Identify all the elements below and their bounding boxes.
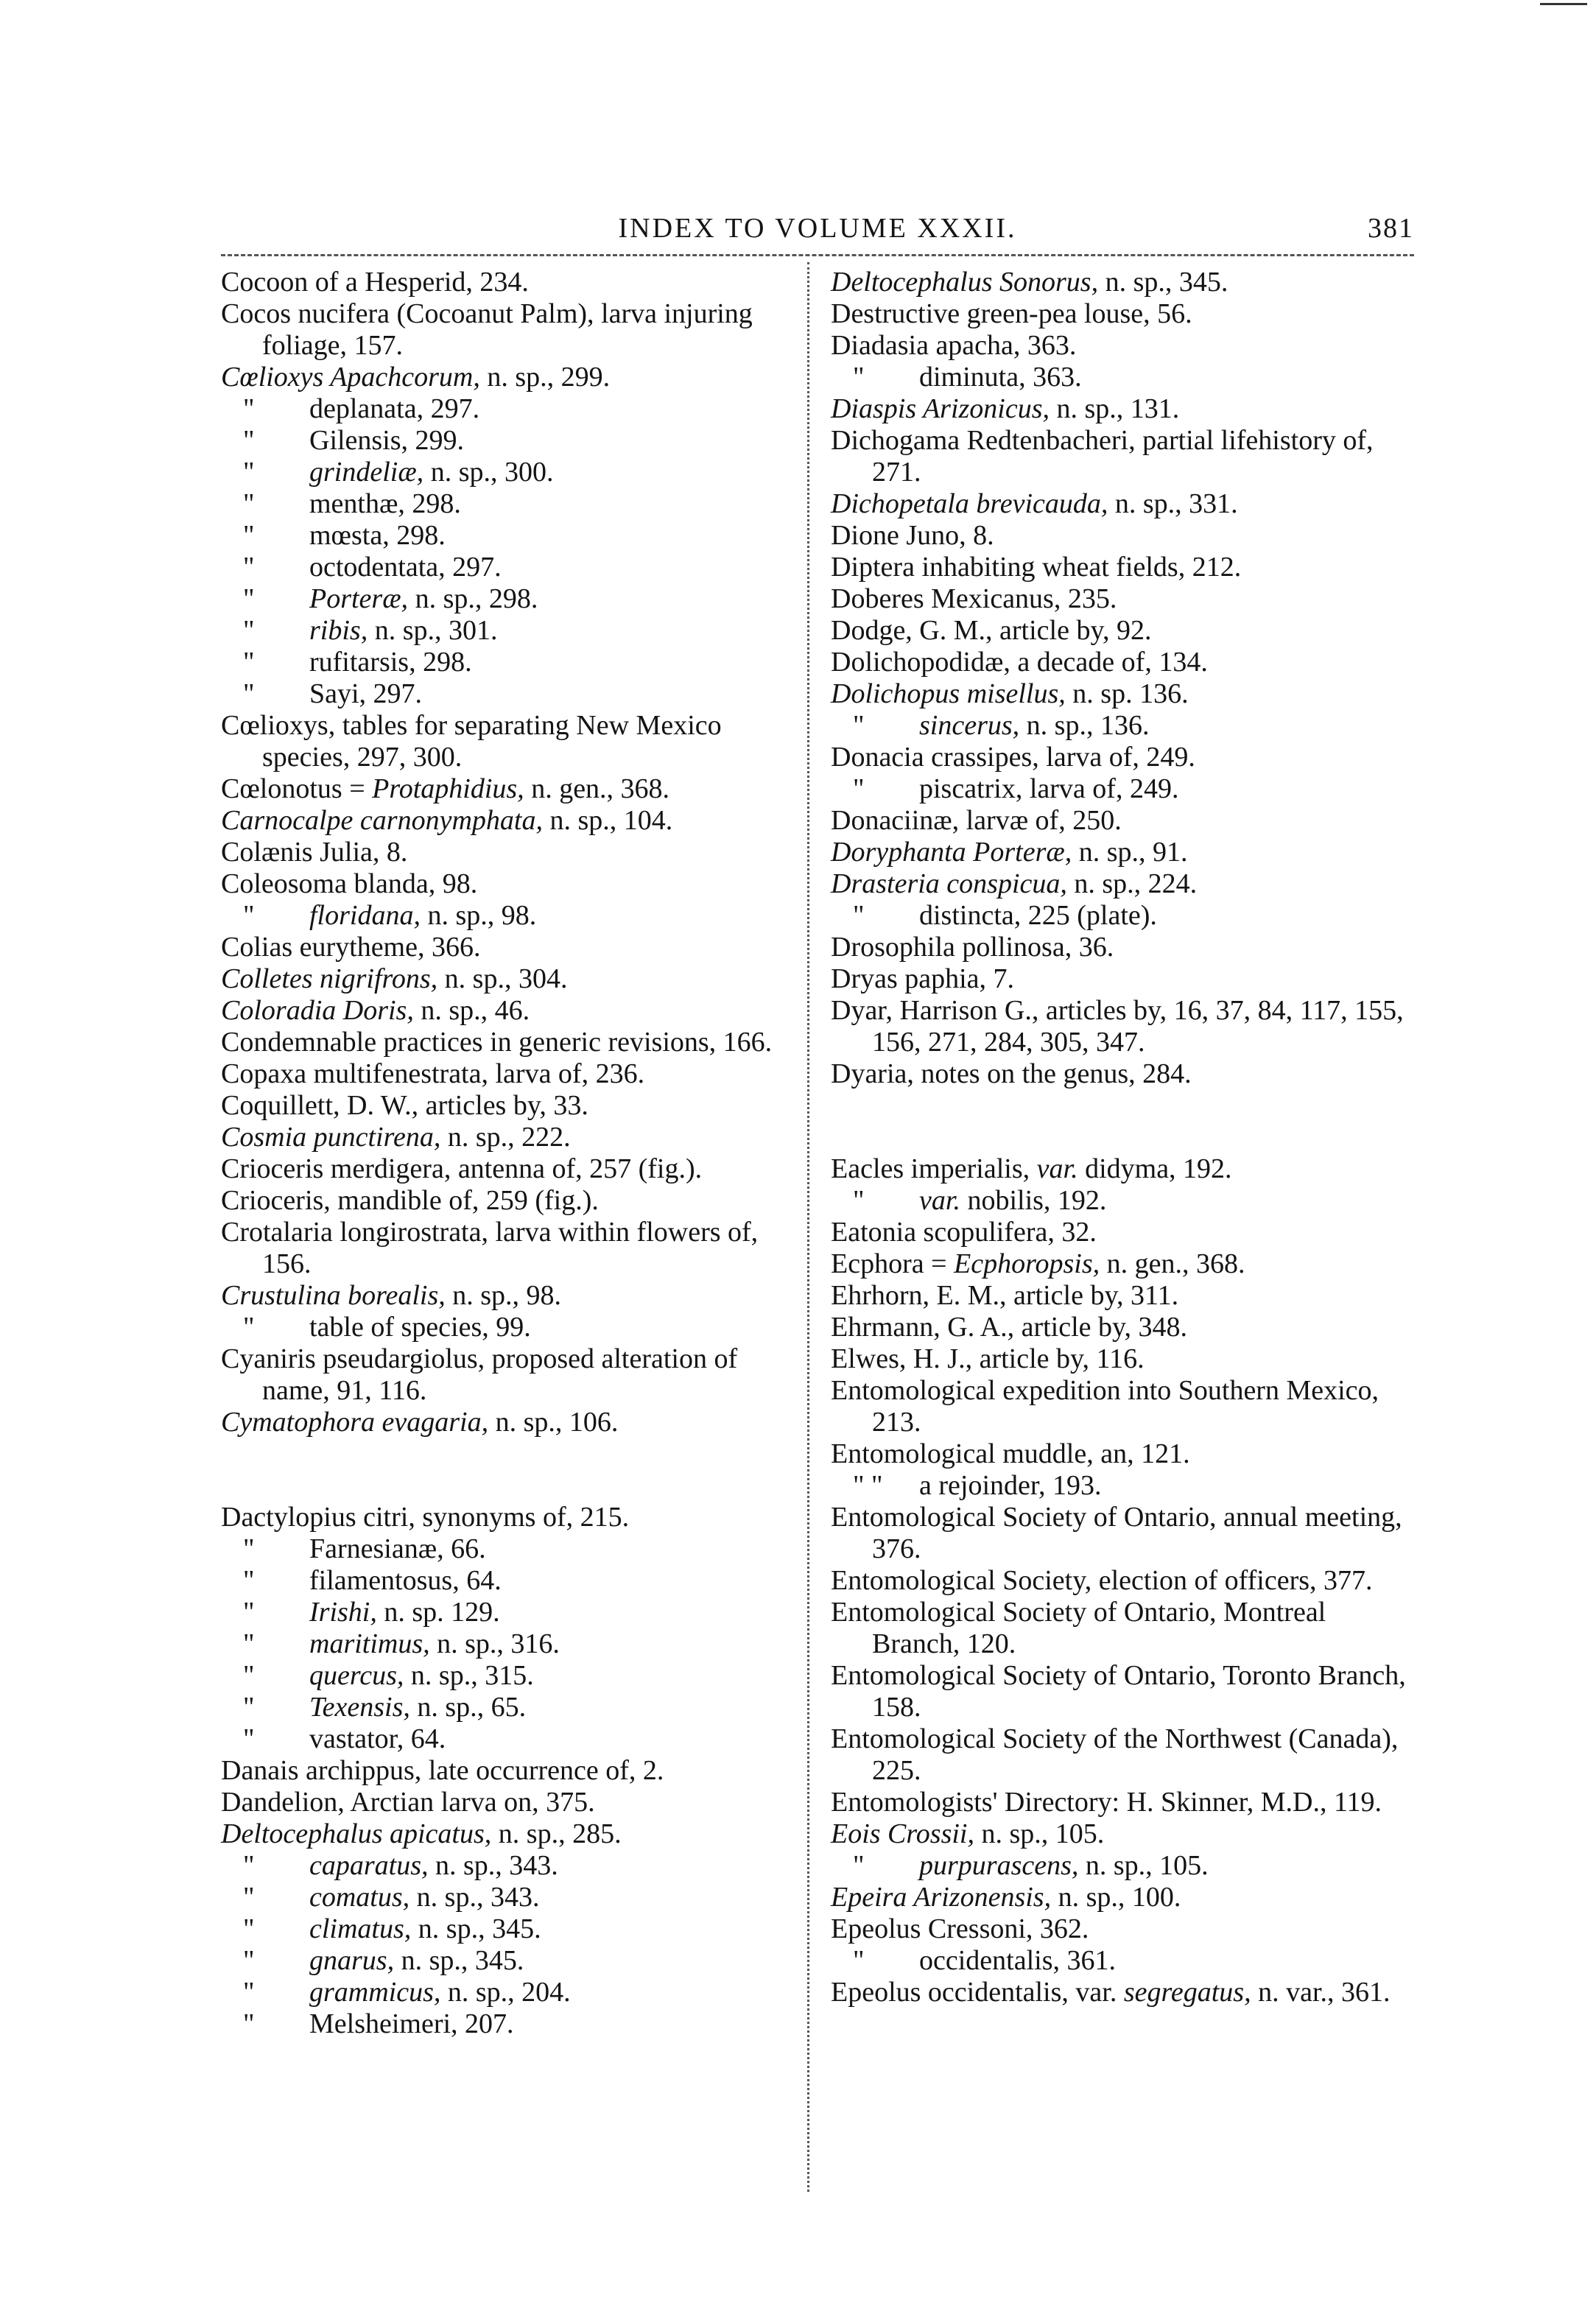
index-subentry [221, 1945, 803, 1977]
index-subentry [221, 1723, 803, 1755]
entry-text: Colænis Julia, 8. [221, 837, 408, 868]
italic-name: Porteræ, [309, 583, 409, 614]
index-entry [831, 1565, 1413, 1597]
index-subentry [221, 1312, 803, 1343]
index-entry [221, 1343, 803, 1407]
index-subentry [221, 393, 803, 425]
index-entry [831, 615, 1413, 647]
ditto-mark: " [243, 1850, 255, 1881]
italic-name: grammicus, [309, 1977, 441, 2008]
entry-text: n. sp., 105. [1078, 1850, 1209, 1881]
index-entry [831, 1375, 1413, 1438]
entry-text: n. gen., 368. [1100, 1248, 1245, 1279]
index-entry [831, 520, 1413, 552]
index-subentry [831, 773, 1413, 805]
entry-text: deplanata, 297. [309, 393, 480, 424]
index-entry [221, 805, 803, 837]
index-entry [831, 678, 1413, 710]
index-subentry [221, 2008, 803, 2040]
italic-name: Diaspis Arizonicus, [831, 393, 1050, 424]
entry-text: octodentata, 297. [309, 552, 502, 583]
italic-name: gnarus, [309, 1945, 395, 1976]
index-entry [831, 742, 1413, 773]
italic-name: Ecphoropsis, [954, 1248, 1100, 1279]
entry-text: Entomological Society of Ontario, Toronto Branch, 158. [831, 1660, 1406, 1723]
index-entry [831, 1597, 1413, 1660]
entry-text: n. sp., 343. [409, 1882, 540, 1913]
column-divider [807, 262, 809, 2192]
letter-section-gap [831, 1090, 1413, 1153]
italic-name: Colletes nigrifrons, [221, 963, 438, 994]
ditto-mark: " [243, 552, 255, 583]
ditto-mark: " [243, 393, 255, 424]
entry-text: n. var., 361. [1251, 1977, 1391, 2008]
entry-text: Cyaniris pseudargiolus, proposed alteration of name, 91, 116. [221, 1343, 738, 1406]
index-subentry [221, 615, 803, 647]
entry-text: n. sp., 299. [479, 362, 611, 393]
index-entry [831, 393, 1413, 425]
entry-text: Colias eurytheme, 366. [221, 932, 481, 963]
index-entry [831, 1660, 1413, 1723]
italic-name: Carnocalpe carnonymphata, [221, 805, 543, 836]
italic-name: Deltocephalus apicatus, [221, 1818, 492, 1849]
entry-text: Donaciinæ, larvæ of, 250. [831, 805, 1122, 836]
entry-text: Crioceris, mandible of, 259 (fig.). [221, 1185, 599, 1216]
italic-name: var. [1036, 1153, 1078, 1184]
index-entry [831, 995, 1413, 1058]
index-entry [831, 963, 1413, 995]
entry-text: Copaxa multifenestrata, larva of, 236. [221, 1058, 645, 1089]
italic-name: grindeliæ, [309, 457, 424, 488]
entry-text: n. sp., 104. [542, 805, 673, 836]
entry-text: Sayi, 297. [309, 678, 423, 709]
index-entry [221, 837, 803, 868]
index-column-right [831, 267, 1413, 2008]
entry-text: rufitarsis, 298. [309, 647, 472, 678]
entry-prefix: Epeolus occidentalis, var. [831, 1977, 1124, 2008]
index-subentry [221, 1850, 803, 1882]
index-entry [221, 1280, 803, 1312]
italic-name: Texensis, [309, 1692, 410, 1723]
entry-text: n. sp., 204. [440, 1977, 571, 2008]
index-entry [831, 868, 1413, 900]
italic-name: Cymatophora evagaria, [221, 1407, 489, 1438]
entry-text: n. sp., 300. [423, 457, 554, 488]
entry-text: menthæ, 298. [309, 488, 461, 519]
index-subentry [221, 1533, 803, 1565]
index-entry [831, 267, 1413, 298]
index-entry [221, 773, 803, 805]
ditto-mark: " [853, 773, 865, 804]
italic-name: Crustulina borealis, [221, 1280, 446, 1311]
entry-text: filamentosus, 64. [309, 1565, 502, 1596]
index-entry [831, 1058, 1413, 1090]
index-subentry [221, 1597, 803, 1628]
entry-text: Entomological Society of the Northwest (Canada), 225. [831, 1723, 1399, 1786]
index-subentry [221, 678, 803, 710]
ditto-mark: " [243, 1882, 255, 1913]
ditto-mark: " [243, 615, 255, 646]
ditto-mark: " [853, 900, 865, 931]
index-entry [831, 298, 1413, 330]
index-entry [221, 1787, 803, 1818]
italic-name: Dichopetala brevicauda, [831, 488, 1108, 519]
entry-text: n. sp., 65. [409, 1692, 527, 1723]
entry-text: n. sp., 91. [1072, 837, 1188, 868]
italic-name: Epeira Arizonensis, [831, 1882, 1052, 1913]
entry-text: n. sp., 345. [394, 1945, 524, 1976]
italic-name: sincerus, [919, 710, 1020, 741]
index-entry [831, 1438, 1413, 1470]
entry-text: didyma, 192. [1078, 1153, 1232, 1184]
index-subentry [221, 488, 803, 520]
index-entry [221, 868, 803, 900]
entry-text: n. sp., 331. [1108, 488, 1238, 519]
index-entry [221, 1818, 803, 1850]
index-entry [831, 1343, 1413, 1375]
index-subentry [831, 1945, 1413, 1977]
index-entry [221, 1027, 803, 1058]
index-entry [831, 425, 1413, 488]
entry-text: diminuta, 363. [919, 362, 1082, 393]
entry-text: n. sp., 105. [974, 1818, 1105, 1849]
italic-name: Cosmia punctirena, [221, 1122, 441, 1153]
entry-text: Diptera inhabiting wheat fields, 212. [831, 552, 1242, 583]
index-entry [831, 837, 1413, 868]
entry-text: Donacia crassipes, larva of, 249. [831, 742, 1195, 773]
italic-name: Deltocephalus Sonorus, [831, 267, 1099, 298]
running-head: INDEX TO VOLUME XXXII. [618, 213, 1017, 244]
ditto-mark: " [243, 1597, 255, 1628]
entry-text: Dolichopodidæ, a decade of, 134. [831, 647, 1208, 678]
entry-text: Elwes, H. J., article by, 116. [831, 1343, 1145, 1374]
italic-name: Drasteria conspicua, [831, 868, 1067, 899]
italic-name: quercus, [309, 1660, 404, 1691]
index-entry [831, 1818, 1413, 1850]
ditto-mark: " [243, 1628, 255, 1659]
ditto-mark: " [243, 1723, 255, 1754]
index-subentry [221, 900, 803, 932]
corner-rule [1540, 3, 1587, 5]
entry-text: n. sp., 131. [1050, 393, 1180, 424]
index-entry [221, 1090, 803, 1122]
entry-text: Drosophila pollinosa, 36. [831, 932, 1114, 963]
index-entry [831, 1312, 1413, 1343]
entry-text: Entomological Society, election of officers, 377. [831, 1565, 1373, 1596]
index-subentry [831, 1850, 1413, 1882]
entry-text: Crotalaria longirostrata, larva within flowers of, 156. [221, 1217, 759, 1279]
italic-name: purpurascens, [919, 1850, 1079, 1881]
entry-text: Dyar, Harrison G., articles by, 16, 37, 84, 117, 155, 156, 271, 284, 305, 347. [831, 995, 1404, 1058]
entry-text: Ehrmann, G. A., article by, 348. [831, 1312, 1188, 1343]
entry-prefix: Cœlonotus = [221, 773, 373, 804]
entry-text: Entomological muddle, an, 121. [831, 1438, 1190, 1469]
index-entry [831, 1723, 1413, 1787]
index-entry [221, 710, 803, 773]
entry-text: n. sp. 129. [376, 1597, 500, 1628]
index-entry [221, 1185, 803, 1217]
index-entry [831, 932, 1413, 963]
entry-text: Coquillett, D. W., articles by, 33. [221, 1090, 588, 1121]
italic-name: Cœlioxys Apachcorum, [221, 362, 480, 393]
entry-text: mœsta, 298. [309, 520, 446, 551]
index-entry [221, 932, 803, 963]
italic-name: Dolichopus misellus, [831, 678, 1066, 709]
index-entry [221, 1153, 803, 1185]
entry-text: Entomological Society of Ontario, annual meeting, 376. [831, 1502, 1402, 1564]
entry-text: n. sp., 222. [440, 1122, 571, 1153]
italic-name: caparatus, [309, 1850, 429, 1881]
index-entry [831, 1502, 1413, 1565]
index-entry [221, 298, 803, 362]
ditto-mark: " " [853, 1470, 883, 1501]
entry-text: Entomological Society of Ontario, Montreal Branch, 120. [831, 1597, 1326, 1659]
ditto-mark: " [243, 1945, 255, 1976]
ditto-mark: " [243, 457, 255, 488]
index-subentry [831, 1470, 1413, 1502]
ditto-mark: " [853, 1945, 865, 1976]
entry-text: Cocos nucifera (Cocoanut Palm), larva injuring foliage, 157. [221, 298, 753, 361]
ditto-mark: " [243, 520, 255, 551]
ditto-mark: " [853, 1185, 865, 1216]
ditto-mark: " [243, 1913, 255, 1944]
index-entry [831, 805, 1413, 837]
index-entry [221, 1122, 803, 1153]
index-entry [831, 1248, 1413, 1280]
index-subentry [831, 710, 1413, 742]
ditto-mark: " [243, 1660, 255, 1691]
entry-text: n. sp., 136. [1019, 710, 1150, 741]
entry-text: n. sp., 316. [429, 1628, 560, 1659]
italic-name: Protaphidius, [372, 773, 524, 804]
index-subentry [221, 1882, 803, 1913]
entry-text: Entomological expedition into Southern Mexico, 213. [831, 1375, 1379, 1438]
index-entry [221, 362, 803, 393]
index-entry [831, 1217, 1413, 1248]
ditto-mark: " [243, 678, 255, 709]
ditto-mark: " [853, 710, 865, 741]
index-subentry [221, 1977, 803, 2008]
italic-name: floridana, [309, 900, 421, 931]
entry-text: Danais archippus, late occurrence of, 2. [221, 1755, 664, 1786]
index-entry [831, 488, 1413, 520]
ditto-mark: " [243, 1312, 255, 1343]
index-entry [831, 1787, 1413, 1818]
index-entry [831, 1977, 1413, 2008]
entry-text: Crioceris merdigera, antenna of, 257 (fig.). [221, 1153, 703, 1184]
letter-section-gap [221, 1438, 803, 1502]
index-subentry [221, 520, 803, 552]
italic-name: segregatus, [1123, 1977, 1251, 2008]
index-entry [221, 963, 803, 995]
entry-text: n. sp. 136. [1065, 678, 1189, 709]
entry-text: Gilensis, 299. [309, 425, 465, 456]
index-entry [831, 552, 1413, 583]
entry-prefix: Eacles imperialis, [831, 1153, 1037, 1184]
index-entry [221, 1058, 803, 1090]
entry-text: Cœlioxys, tables for separating New Mexico species, 297, 300. [221, 710, 722, 773]
italic-name: Doryphanta Porteræ, [831, 837, 1072, 868]
entry-text: Dandelion, Arctian larva on, 375. [221, 1787, 595, 1818]
entry-prefix: Ecphora = [831, 1248, 955, 1279]
index-entry [831, 583, 1413, 615]
ditto-mark: " [243, 1977, 255, 2008]
index-entry [221, 267, 803, 298]
index-subentry [831, 900, 1413, 932]
ditto-mark: " [243, 425, 255, 456]
entry-text: n. sp., 106. [488, 1407, 619, 1438]
entry-text: piscatrix, larva of, 249. [919, 773, 1179, 804]
entry-text: Coleosoma blanda, 98. [221, 868, 478, 899]
italic-name: maritimus, [309, 1628, 430, 1659]
entry-text: n. sp., 301. [368, 615, 498, 646]
ditto-mark: " [243, 488, 255, 519]
index-subentry [221, 583, 803, 615]
entry-text: Ehrhorn, E. M., article by, 311. [831, 1280, 1179, 1311]
ditto-mark: " [853, 1850, 865, 1881]
entry-text: Diadasia apacha, 363. [831, 330, 1077, 361]
entry-text: n. sp., 343. [428, 1850, 558, 1881]
ditto-mark: " [243, 1533, 255, 1564]
index-column-left [221, 267, 803, 2040]
entry-text: table of species, 99. [309, 1312, 531, 1343]
ditto-mark: " [243, 1692, 255, 1723]
entry-text: distincta, 225 (plate). [919, 900, 1157, 931]
italic-name: Coloradia Doris, [221, 995, 414, 1026]
entry-text: vastator, 64. [309, 1723, 446, 1754]
entry-text: Dodge, G. M., article by, 92. [831, 615, 1152, 646]
index-entry [831, 1882, 1413, 1913]
entry-text: Dyaria, notes on the genus, 284. [831, 1058, 1192, 1089]
italic-name: Irishi, [309, 1597, 377, 1628]
index-entry [221, 1502, 803, 1533]
page-number: 381 [1368, 213, 1414, 244]
index-subentry [221, 647, 803, 678]
index-subentry [221, 1660, 803, 1692]
index-entry [221, 1755, 803, 1787]
entry-text: Eatonia scopulifera, 32. [831, 1217, 1097, 1248]
page-header [221, 212, 1414, 253]
index-entry [221, 1217, 803, 1280]
entry-text: occidentalis, 361. [919, 1945, 1116, 1976]
entry-text: n. sp., 46. [413, 995, 530, 1026]
index-subentry [221, 552, 803, 583]
index-subentry [221, 1628, 803, 1660]
entry-text: Dactylopius citri, synonyms of, 215. [221, 1502, 630, 1533]
entry-text: Dryas paphia, 7. [831, 963, 1015, 994]
entry-text: n. sp., 98. [420, 900, 537, 931]
entry-text: n. sp., 298. [408, 583, 538, 614]
entry-text: n. gen., 368. [524, 773, 670, 804]
italic-name: Eois Crossii, [831, 1818, 974, 1849]
entry-text: Destructive green-pea louse, 56. [831, 298, 1192, 329]
index-subentry [221, 425, 803, 457]
index-entry [831, 647, 1413, 678]
entry-text: Cocoon of a Hesperid, 234. [221, 267, 529, 298]
entry-text: n. sp., 315. [404, 1660, 534, 1691]
entry-text: a rejoinder, 193. [919, 1470, 1102, 1501]
entry-text: Condemnable practices in generic revisions, 166. [221, 1027, 773, 1058]
italic-name: ribis, [309, 615, 368, 646]
index-entry [221, 995, 803, 1027]
ditto-mark: " [243, 2008, 255, 2039]
index-subentry [831, 362, 1413, 393]
ditto-mark: " [243, 1565, 255, 1596]
entry-text: n. sp., 304. [437, 963, 568, 994]
entry-text: n. sp., 345. [1098, 267, 1228, 298]
entry-text: Epeolus Cressoni, 362. [831, 1913, 1089, 1944]
entry-text: Farnesianæ, 66. [309, 1533, 486, 1564]
ditto-mark: " [243, 583, 255, 614]
index-entry [831, 1280, 1413, 1312]
index-subentry [221, 1692, 803, 1723]
ditto-mark: " [853, 362, 865, 393]
entry-text: Dichogama Redtenbacheri, partial lifehistory of, 271. [831, 425, 1374, 488]
index-entry [221, 1407, 803, 1438]
italic-name: var. [919, 1185, 960, 1216]
header-rule [221, 254, 1414, 256]
index-subentry [221, 1913, 803, 1945]
index-subentry [221, 1565, 803, 1597]
index-subentry [831, 1185, 1413, 1217]
entry-text: n. sp., 224. [1066, 868, 1198, 899]
entry-text: n. sp., 100. [1051, 1882, 1181, 1913]
entry-text: nobilis, 192. [960, 1185, 1107, 1216]
index-entry [831, 330, 1413, 362]
entry-text: Dione Juno, 8. [831, 520, 994, 551]
italic-name: comatus, [309, 1882, 410, 1913]
entry-text: Doberes Mexicanus, 235. [831, 583, 1117, 614]
entry-text: Entomologists' Directory: H. Skinner, M.D., 119. [831, 1787, 1382, 1818]
ditto-mark: " [243, 647, 255, 678]
italic-name: climatus, [309, 1913, 412, 1944]
index-entry [831, 1153, 1413, 1185]
entry-text: n. sp., 98. [445, 1280, 562, 1311]
index-subentry [221, 457, 803, 488]
ditto-mark: " [243, 900, 255, 931]
entry-text: n. sp., 285. [491, 1818, 622, 1849]
entry-text: Melsheimeri, 207. [309, 2008, 514, 2039]
entry-text: n. sp., 345. [411, 1913, 541, 1944]
index-entry [831, 1913, 1413, 1945]
